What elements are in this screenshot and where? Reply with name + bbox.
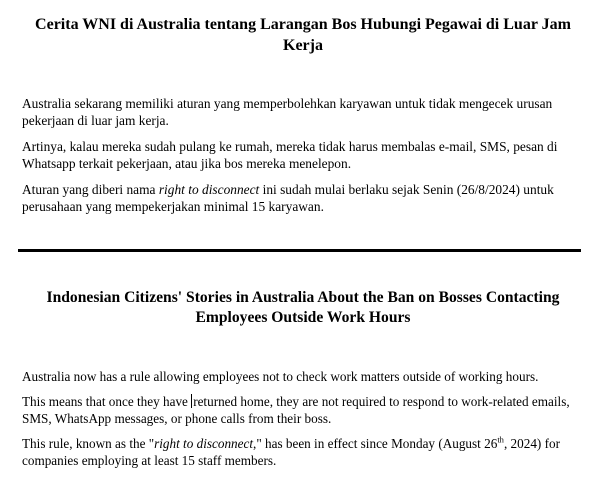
english-p3-sup: th	[497, 434, 504, 445]
english-p3-after: , 2024) for companies employing at least 15 staff members.	[22, 436, 560, 468]
english-paragraph-1: Australia now has a rule allowing employees not to check work matters outside of working hours.	[22, 369, 539, 384]
indonesian-paragraph-3	[22, 181, 584, 215]
english-p3-italic: right to disconnect	[154, 436, 254, 451]
english-p2-before: This means that once they have	[22, 394, 192, 409]
english-article	[22, 288, 584, 477]
english-p2-after: returned home, they are not required to respond to work-related emails, SMS, WhatsApp messages, or phone calls from their boss.	[22, 394, 570, 426]
indonesian-paragraph-1: Australia sekarang memiliki aturan yang memperbolehkan karyawan untuk tidak mengecek urusan pekerjaan di luar jam kerja.	[22, 96, 553, 128]
section-divider	[18, 249, 581, 252]
english-p3-mid: ," has been in effect since Monday (August 26	[253, 436, 498, 451]
english-paragraph-2[interactable]	[22, 393, 584, 427]
indonesian-article	[22, 14, 584, 224]
indonesian-title: Cerita WNI di Australia tentang Larangan Bos Hubungi Pegawai di Luar Jam Kerja	[35, 16, 571, 54]
indonesian-p3-after: ini sudah mulai berlaku sejak Senin (26/8/2024) untuk perusahaan yang mempekerjakan minimal 15 karyawan.	[22, 182, 554, 214]
indonesian-p3-before: Aturan yang diberi nama	[22, 182, 159, 197]
english-title: Indonesian Citizens' Stories in Australia About the Ban on Bosses Contacting Employees Outside Work Hours	[46, 289, 560, 326]
english-p3-before: This rule, known as the "	[22, 436, 155, 451]
indonesian-p3-italic: right to disconnect	[158, 182, 260, 197]
english-paragraph-3	[22, 435, 584, 469]
indonesian-paragraph-2: Artinya, kalau mereka sudah pulang ke rumah, mereka tidak harus membalas e-mail, SMS, pesan di Whatsapp terkait pekerjaan, atau jika bos mereka menelepon.	[22, 139, 558, 171]
